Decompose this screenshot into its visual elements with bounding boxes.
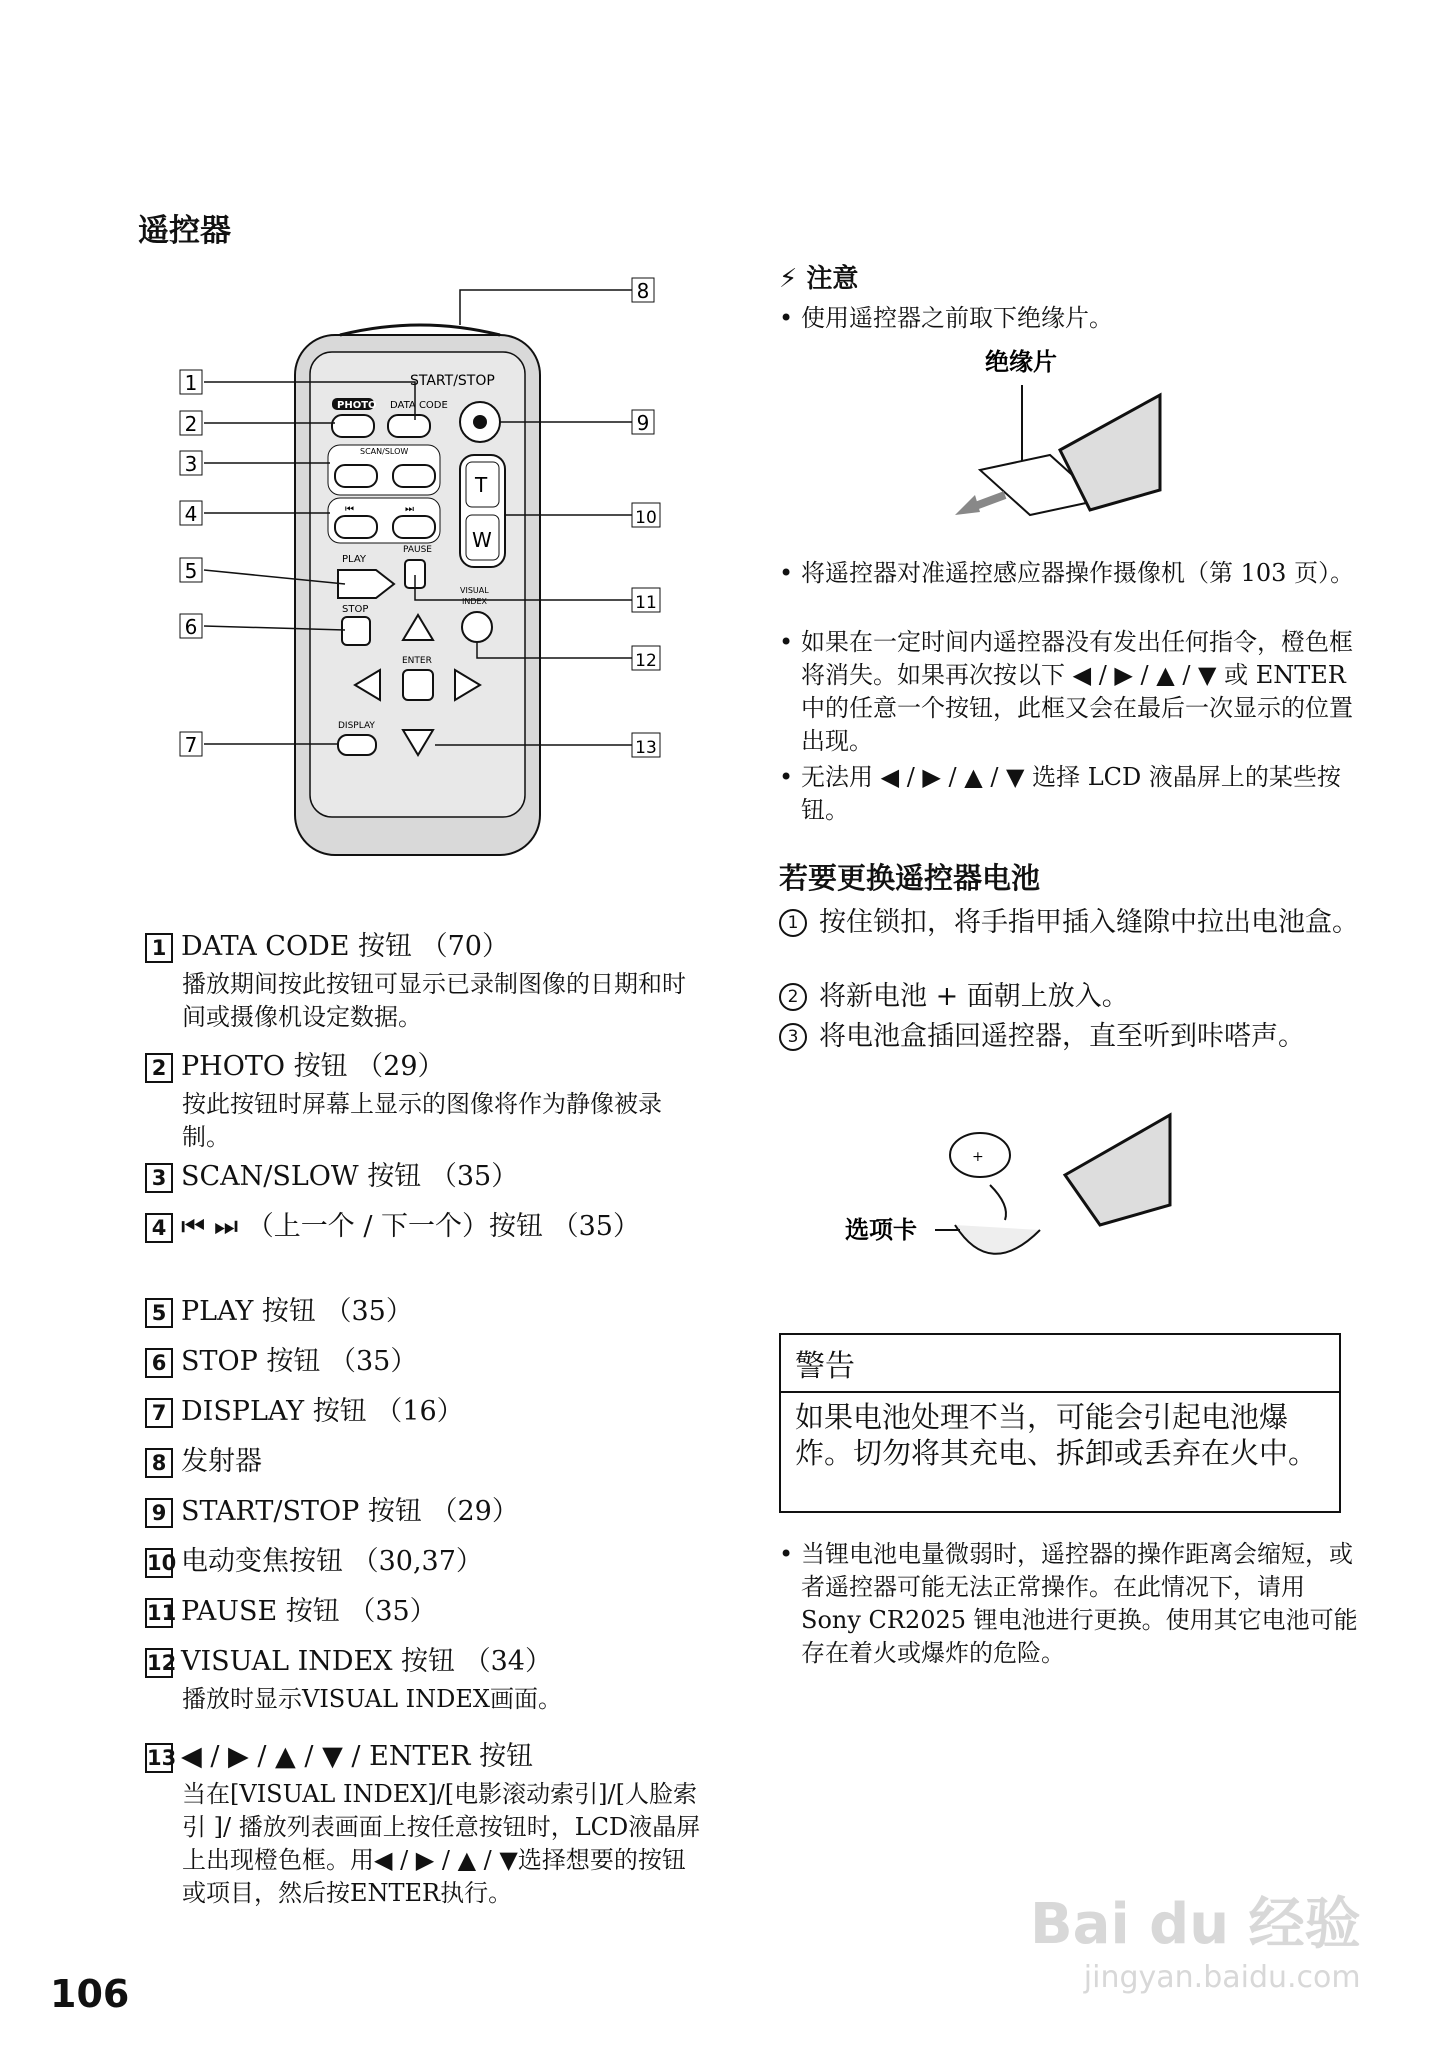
svg-text:1: 1 <box>184 371 198 395</box>
next-button[interactable] <box>393 516 435 538</box>
svg-text:选项卡: 选项卡 <box>845 1216 917 1244</box>
battery-replacement-illustration <box>840 1105 1180 1275</box>
label-start-stop: START/STOP <box>410 373 495 389</box>
legend-item <box>145 1595 705 1629</box>
svg-text:⏭: ⏭ <box>405 504 414 515</box>
caution-icon: ⚡︎ <box>779 264 798 294</box>
svg-text:PAUSE: PAUSE <box>403 545 432 555</box>
svg-text:DATA CODE: DATA CODE <box>390 400 448 411</box>
battery-note: • 当锂电池电量微弱时，遥控器的操作距离会缩短，或者遥控器可能无法正常操作。在此情况下，请用 Sony CR2025 锂电池进行更换。使用其它电池可能存在着火或爆炸的危险。 <box>779 1538 1361 1670</box>
callout-number: 13 <box>145 1743 173 1773</box>
legend-item <box>145 1545 705 1579</box>
legend-item-title: START/STOP 按钮 （29） <box>181 1496 519 1527</box>
legend-item-title: DISPLAY 按钮 （16） <box>181 1396 464 1427</box>
legend-item <box>145 1395 705 1429</box>
legend-item-title: STOP 按钮 （35） <box>181 1346 418 1377</box>
svg-text:绝缘片: 绝缘片 <box>985 348 1057 376</box>
legend-item-title: DATA CODE 按钮 （70） <box>181 931 509 962</box>
stop-button[interactable] <box>342 617 370 645</box>
svg-text:11: 11 <box>635 593 657 613</box>
svg-text:VISUAL: VISUAL <box>460 586 489 595</box>
warning-box <box>779 1333 1341 1513</box>
legend-item-title: 发射器 <box>181 1446 262 1477</box>
scan-slow-back-button[interactable] <box>335 465 377 487</box>
prev-button[interactable] <box>335 516 377 538</box>
display-button[interactable] <box>338 735 376 755</box>
callout-number: 11 <box>145 1598 173 1628</box>
enter-button[interactable] <box>403 670 433 700</box>
legend-item <box>145 1295 705 1329</box>
legend-item-title: SCAN/SLOW 按钮 （35） <box>181 1161 519 1192</box>
svg-text:SCAN/SLOW: SCAN/SLOW <box>360 447 409 456</box>
legend-item <box>145 1445 705 1479</box>
legend-item <box>145 930 705 1034</box>
legend-item <box>145 1645 705 1716</box>
svg-text:STOP: STOP <box>342 604 369 615</box>
legend-item <box>145 1740 705 1910</box>
legend-item-title: 电动变焦按钮 （30,37） <box>181 1546 483 1577</box>
legend-item <box>145 1210 705 1244</box>
battery-step: 3 将电池盒插回遥控器，直至听到咔嗒声。 <box>779 1020 1379 1054</box>
battery-step: 1 按住锁扣，将手指甲插入缝隙中拉出电池盒。 <box>779 906 1379 940</box>
svg-text:ENTER: ENTER <box>402 656 432 666</box>
legend-item-description: 按此按钮时屏幕上显示的图像将作为静像被录制。 <box>182 1090 662 1151</box>
callout-number: 1 <box>145 933 173 963</box>
page-title: 遥控器 <box>138 213 231 249</box>
remote-control-diagram <box>170 270 670 870</box>
legend-item <box>145 1495 705 1529</box>
page-number: 106 <box>50 1972 130 2016</box>
callout-number: 6 <box>145 1348 173 1378</box>
visual-index-button[interactable] <box>462 612 492 642</box>
svg-text:⏮: ⏮ <box>345 504 354 515</box>
svg-text:T: T <box>475 473 488 497</box>
svg-text:7: 7 <box>184 733 198 757</box>
scan-slow-forward-button[interactable] <box>393 465 435 487</box>
legend-item-title: ⏮ ⏭ （上一个 / 下一个）按钮 （35） <box>181 1211 640 1242</box>
data-code-button[interactable] <box>388 415 430 437</box>
callout-number: 2 <box>145 1053 173 1083</box>
note-bullet: • 无法用 ◀ / ▶ / ▲ / ▼ 选择 LCD 液晶屏上的某些按钮。 <box>779 761 1361 827</box>
callout-number: 8 <box>145 1448 173 1478</box>
svg-text:+: + <box>972 1149 984 1165</box>
callout-number: 10 <box>145 1548 173 1578</box>
svg-text:10: 10 <box>635 508 657 528</box>
legend-item-title: PHOTO 按钮 （29） <box>181 1051 445 1082</box>
legend-item-title: VISUAL INDEX 按钮 （34） <box>181 1646 552 1677</box>
svg-text:W: W <box>472 528 492 552</box>
legend-item-title: ◀ / ▶ / ▲ / ▼ / ENTER 按钮 <box>181 1741 534 1772</box>
callout-number: 12 <box>145 1648 173 1678</box>
svg-text:12: 12 <box>635 651 657 671</box>
battery-heading: 若要更换遥控器电池 <box>779 861 1041 895</box>
legend-item-description: 播放期间按此按钮可显示已录制图像的日期和时间或摄像机设定数据。 <box>182 970 686 1031</box>
svg-text:6: 6 <box>184 615 198 639</box>
photo-button[interactable] <box>332 415 374 437</box>
insulation-sheet-illustration <box>950 340 1170 520</box>
svg-text:13: 13 <box>635 738 657 758</box>
svg-text:PHOTO: PHOTO <box>337 400 377 411</box>
legend-item <box>145 1050 705 1154</box>
warning-text: 如果电池处理不当，可能会引起电池爆炸。切勿将其充电、拆卸或丢弃在火中。 <box>795 1400 1318 1470</box>
callout-number: 5 <box>145 1298 173 1328</box>
warning-title: 警告 <box>781 1335 1339 1393</box>
svg-text:INDEX: INDEX <box>462 597 488 606</box>
legend-item-description: 播放时显示VISUAL INDEX画面。 <box>182 1685 562 1713</box>
legend-item-description: 当在[VISUAL INDEX]/[电影滚动索引]/[人脸索引 ]/ 播放列表画面上按任意按钮时，LCD液晶屏上出现橙色框。用◀ / ▶ / ▲ / ▼选择想要的按钮或项目，然后按ENTER执行。 <box>182 1780 701 1907</box>
legend-item-title: PLAY 按钮 （35） <box>181 1296 413 1327</box>
note-remove-insulation: • 使用遥控器之前取下绝缘片。 <box>779 302 1361 335</box>
legend-item-title: PAUSE 按钮 （35） <box>181 1596 437 1627</box>
svg-text:2: 2 <box>184 412 198 436</box>
callout-number: 7 <box>145 1398 173 1428</box>
svg-text:5: 5 <box>184 559 198 583</box>
svg-text:9: 9 <box>636 411 650 435</box>
callout-number: 4 <box>145 1213 173 1243</box>
svg-text:PLAY: PLAY <box>342 554 367 565</box>
svg-text:3: 3 <box>184 452 198 476</box>
callout-number: 3 <box>145 1163 173 1193</box>
callout-number: 9 <box>145 1498 173 1528</box>
note-bullet: • 如果在一定时间内遥控器没有发出任何指令，橙色框将消失。如果再次按以下 ◀ / ▶ / ▲ / ▼ 或 ENTER 中的任意一个按钮，此框又会在最后一次显示的位置出现。 <box>779 626 1361 758</box>
baidu-watermark: Bai du 经验 jingyan.baidu.com <box>1030 1892 1361 1995</box>
note-bullet: • 将遥控器对准遥控感应器操作摄像机（第 103 页）。 <box>779 557 1361 590</box>
legend-item <box>145 1160 705 1194</box>
svg-text:8: 8 <box>636 279 650 303</box>
svg-text:DISPLAY: DISPLAY <box>338 721 375 731</box>
notes-heading: ⚡︎ 注意 <box>779 264 859 294</box>
battery-step: 2 将新电池 + 面朝上放入。 <box>779 980 1379 1014</box>
svg-text:4: 4 <box>184 502 198 526</box>
legend-item <box>145 1345 705 1379</box>
